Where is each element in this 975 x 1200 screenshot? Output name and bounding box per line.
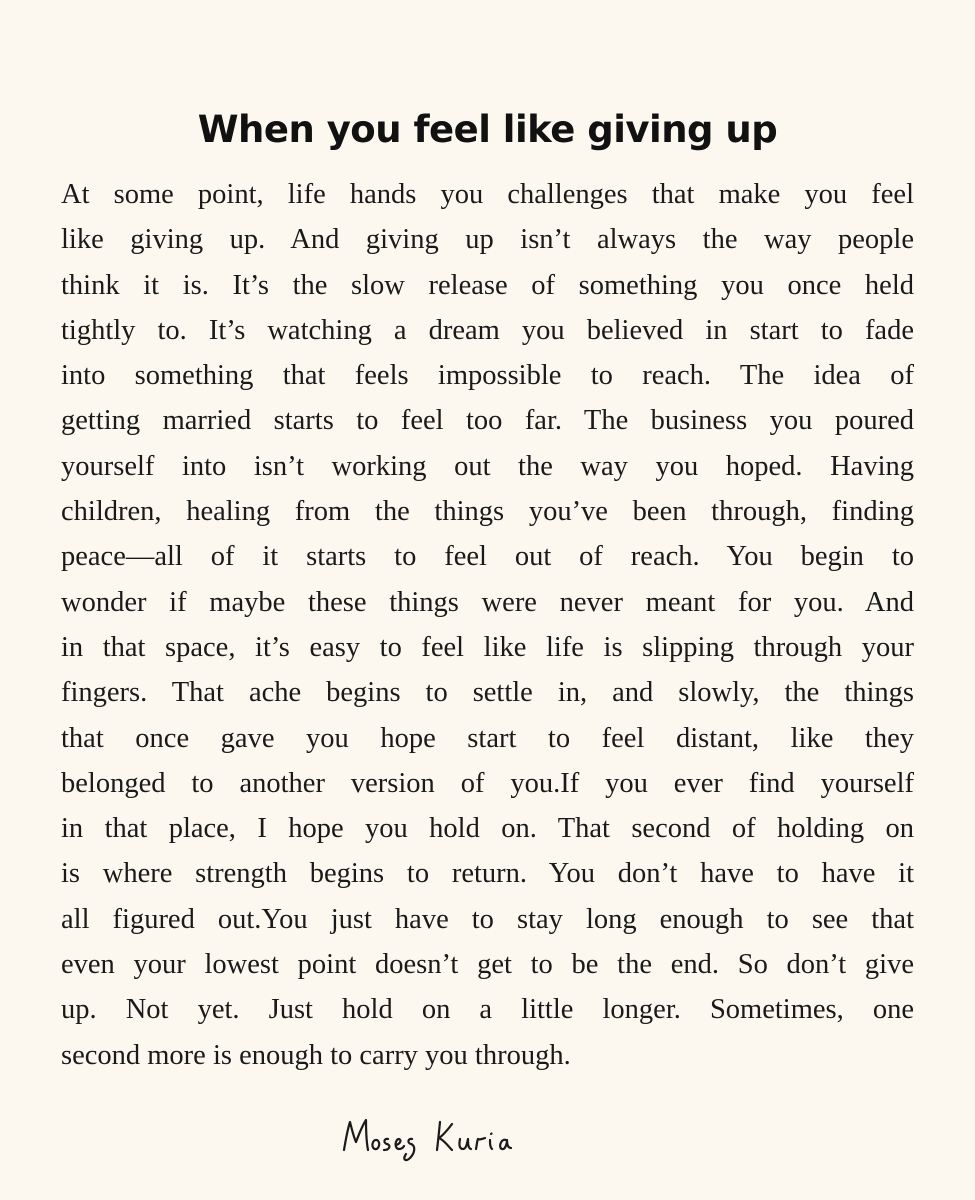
- text-line: fingers. That ache begins to settle in, and slowly, the things: [61, 677, 914, 709]
- text-line: all figured out.You just have to stay long enough to see that: [61, 903, 914, 935]
- text-line: in that space, it’s easy to feel like life is slipping through your: [61, 631, 914, 663]
- text-line: that once gave you hope start to feel distant, like they: [61, 722, 914, 754]
- text-line: peace—all of it starts to feel out of reach. You begin to: [61, 541, 914, 573]
- text-line: up. Not yet. Just hold on a little longer. Sometimes, one: [61, 994, 914, 1026]
- text-line: is where strength begins to return. You don’t have to have it: [61, 858, 914, 890]
- text-line: wonder if maybe these things were never meant for you. And: [61, 586, 914, 618]
- text-line: getting married starts to feel too far. The business you poured: [61, 405, 914, 437]
- text-line: yourself into isn’t working out the way you hoped. Having: [61, 450, 914, 482]
- text-line: even your lowest point doesn’t get to be the end. So don’t give: [61, 949, 914, 981]
- text-line: At some point, life hands you challenges that make you feel: [61, 179, 914, 210]
- body-text: [61, 172, 914, 1078]
- text-line: belonged to another version of you.If you ever find yourself: [61, 767, 914, 799]
- text-line: think it is. It’s the slow release of something you once held: [61, 269, 914, 301]
- page-title: When you feel like giving up: [197, 108, 778, 151]
- text-line: second more is enough to carry you through.: [61, 1039, 571, 1071]
- text-line: into something that feels impossible to reach. The idea of: [61, 360, 914, 392]
- text-line: in that place, I hope you hold on. That second of holding on: [61, 813, 914, 845]
- text-line: like giving up. And giving up isn’t always the way people: [61, 224, 914, 256]
- signature: [336, 1108, 596, 1168]
- text-line: tightly to. It’s watching a dream you believed in start to fade: [61, 314, 914, 346]
- signature-mark: [336, 1108, 596, 1168]
- text-line: children, healing from the things you’ve been through, finding: [61, 496, 914, 528]
